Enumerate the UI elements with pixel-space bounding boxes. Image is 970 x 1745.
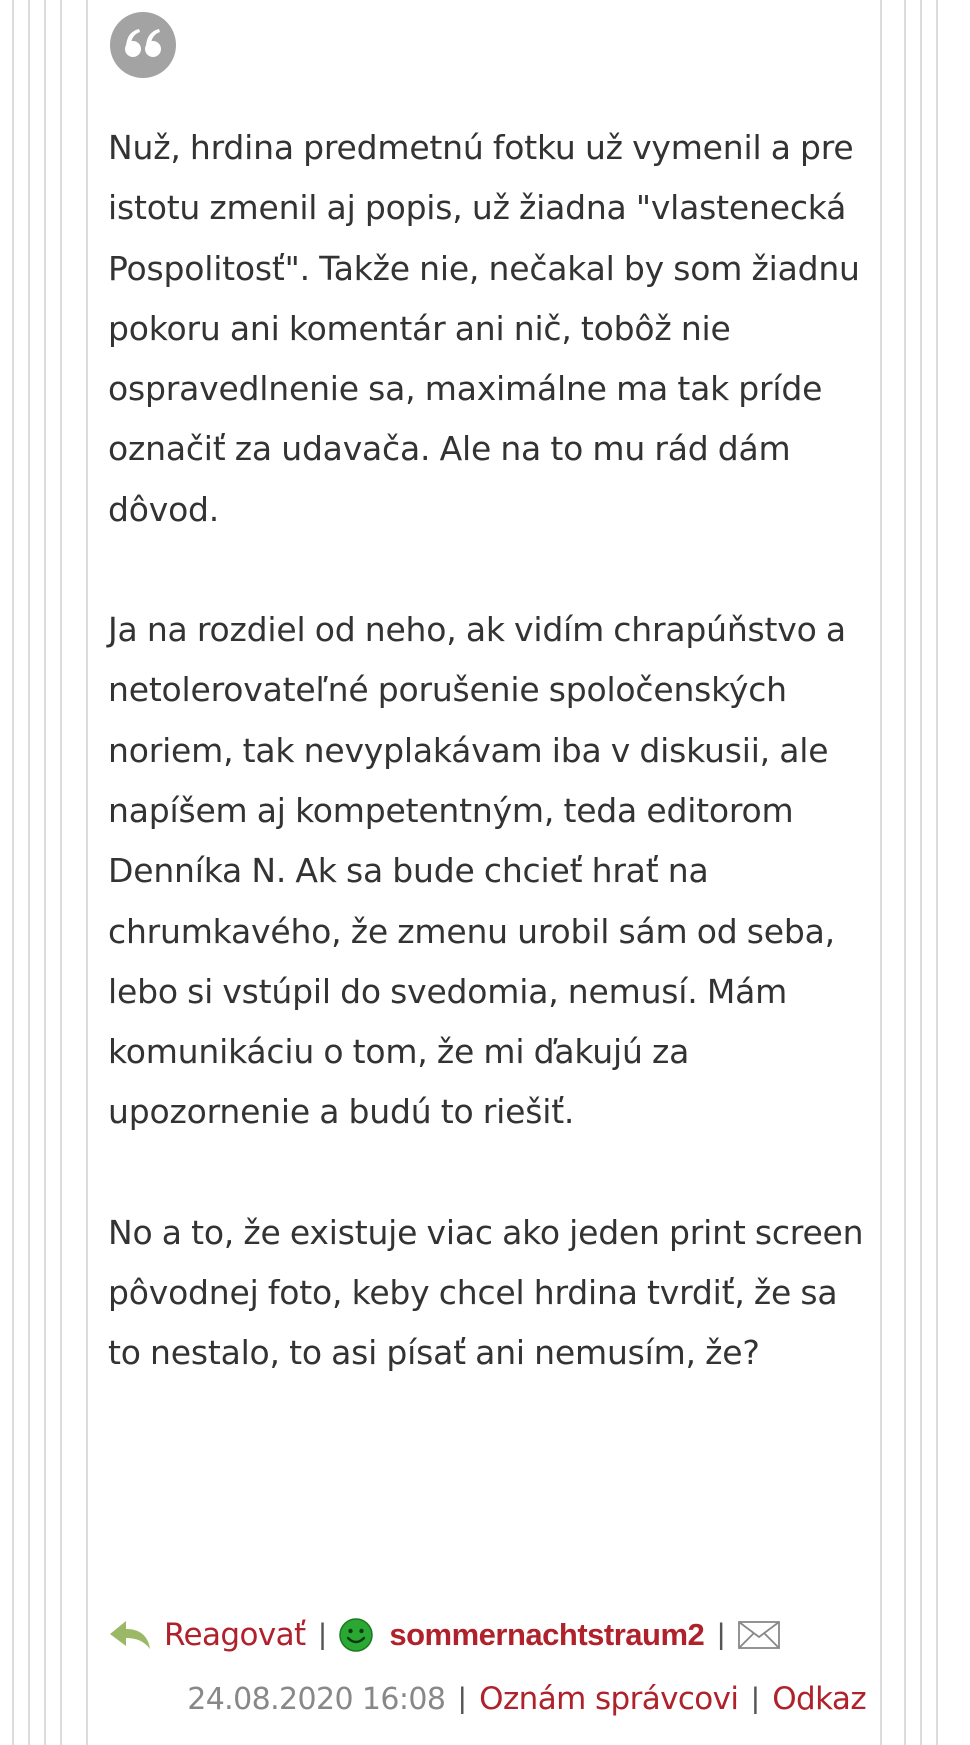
comment-paragraph-1: Nuž, hrdina predmetnú fotku už vymenil a pre istotu zmenil aj popis, už žiadna "vlastenecká Pospolitosť". Takže nie, nečakal by som žiadnu pokoru ani komentár ani nič, tobôž nie ospravedlnenie sa, maximálne ma tak príde označiť za udavača. Ale na to mu rád dám dôvod.: [108, 128, 860, 529]
thread-line-8: [920, 0, 922, 1745]
comment-paragraph-2: Ja na rozdiel od neho, ak vidím chrapúňstvo a netolerovateľné porušenie spoločenských noriem, tak nevyplakávam iba v diskusii, ale napíšem aj kompetentným, teda editorom Denníka N. Ak sa bude chcieť hrať na chrumkavého, že zmenu urobil sám od seba, lebo si vstúpil do svedomia, nemusí. Mám komunikáciu o tom, že mi ďakujú za upozornenie a budú to riešiť.: [108, 610, 846, 1132]
separator: |: [751, 1682, 760, 1715]
comment-paragraph-3: No a to, že existuje viac ako jeden print screen pôvodnej foto, keby chcel hrdina tvrdiť, že sa to nestalo, to asi písať ani nemusím, že?: [108, 1212, 864, 1373]
separator: |: [318, 1618, 327, 1651]
smiley-icon: [339, 1618, 373, 1652]
thread-line-3: [44, 0, 46, 1745]
comment-timestamp: 24.08.2020 16:08: [187, 1681, 446, 1717]
comment-body: [108, 118, 878, 1384]
thread-line-4: [60, 0, 62, 1745]
permalink-link[interactable]: Odkaz: [772, 1681, 866, 1717]
comment: [88, 0, 880, 1745]
separator: |: [458, 1682, 467, 1715]
separator: |: [717, 1618, 726, 1651]
comment-actions: [108, 1612, 780, 1658]
thread-line-9: [936, 0, 938, 1745]
thread-line-1: [12, 0, 14, 1745]
report-link[interactable]: Oznám správcovi: [479, 1681, 739, 1717]
envelope-icon[interactable]: [738, 1621, 780, 1649]
quote-icon[interactable]: [110, 12, 176, 78]
thread-line-2: [28, 0, 30, 1745]
comment-meta: [187, 1677, 866, 1721]
thread-line-6: [880, 0, 882, 1745]
thread-line-7: [904, 0, 906, 1745]
username-link[interactable]: sommernachtstraum2: [389, 1617, 705, 1652]
reply-link[interactable]: Reagovať: [164, 1617, 306, 1653]
reply-arrow-icon[interactable]: [108, 1618, 152, 1652]
